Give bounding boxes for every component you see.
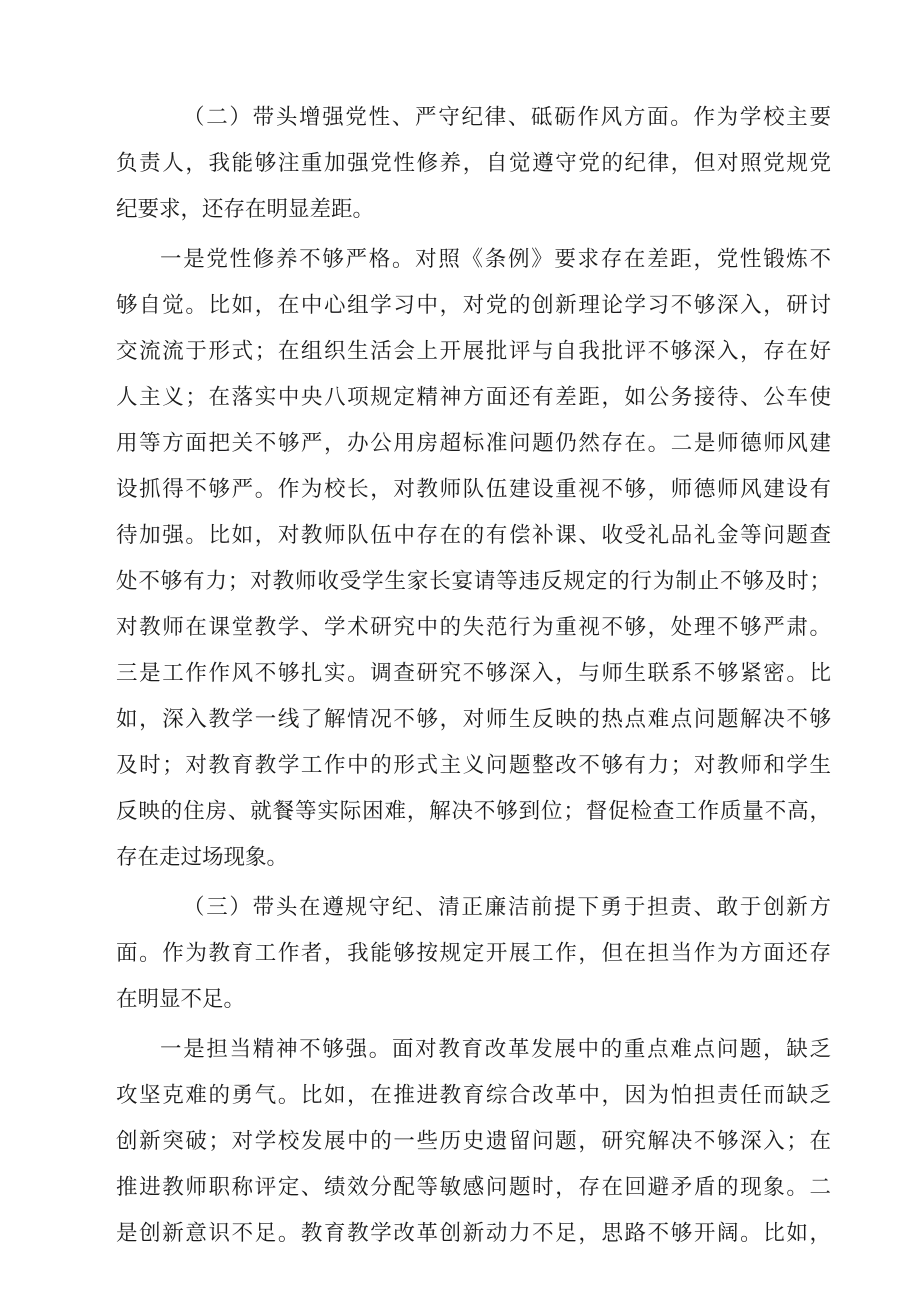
text-line: 够自觉。比如，在中心组学习中，对党的创新理论学习不够深入，研讨 — [116, 293, 831, 318]
text-line: 面。作为教育工作者，我能够按规定开展工作，但在担当作为方面还存 — [116, 941, 831, 966]
text-line: 及时；对教育教学工作中的形式主义问题整改不够有力；对教师和学生 — [116, 753, 831, 778]
text-line: 纪要求，还存在明显差距。 — [116, 197, 375, 222]
text-line: 三是工作作风不够扎实。调查研究不够深入，与师生联系不够紧密。比 — [116, 661, 831, 686]
text-line: 交流流于形式；在组织生活会上开展批评与自我批评不够深入，存在好 — [116, 339, 831, 364]
text-line: 在明显不足。 — [116, 987, 246, 1012]
text-line: 推进教师职称评定、绩效分配等敏感问题时，存在回避矛盾的现象。二 — [116, 1175, 831, 1200]
text-line: 攻坚克难的勇气。比如，在推进教育综合改革中，因为怕担责任而缺乏 — [116, 1083, 831, 1108]
text-line: 待加强。比如，对教师队伍中存在的有偿补课、收受礼品礼金等问题查 — [116, 523, 831, 548]
text-line: 创新突破；对学校发展中的一些历史遗留问题，研究解决不够深入；在 — [116, 1129, 831, 1154]
text-line: 是创新意识不足。教育教学改革创新动力不足，思路不够开阔。比如， — [116, 1221, 831, 1246]
text-line: 存在走过场现象。 — [116, 845, 289, 870]
text-line: 一是担当精神不够强。面对教育改革发展中的重点难点问题，缺乏 — [160, 1037, 831, 1062]
text-line: 如，深入教学一线了解情况不够，对师生反映的热点难点问题解决不够 — [116, 707, 831, 732]
text-line: 人主义；在落实中央八项规定精神方面还有差距，如公务接待、公车使 — [116, 385, 831, 410]
text-line: 处不够有力；对教师收受学生家长宴请等违反规定的行为制止不够及时； — [116, 569, 831, 594]
section-heading-2: （二）带头增强党性、严守纪律、砥砺作风方面。作为学校主要 — [183, 105, 831, 130]
text-line: 一是党性修养不够严格。对照《条例》要求存在差距，党性锻炼不 — [160, 247, 831, 272]
text-line: 设抓得不够严。作为校长，对教师队伍建设重视不够，师德师风建设有 — [116, 477, 831, 502]
text-line: 负责人，我能够注重加强党性修养，自觉遵守党的纪律，但对照党规党 — [116, 151, 831, 176]
section-heading-3: （三）带头在遵规守纪、清正廉洁前提下勇于担责、敢于创新方 — [183, 895, 831, 920]
text-line: 对教师在课堂教学、学术研究中的失范行为重视不够，处理不够严肃。 — [116, 615, 831, 640]
text-line: 反映的住房、就餐等实际困难，解决不够到位；督促检查工作质量不高， — [116, 799, 831, 824]
text-line: 用等方面把关不够严，办公用房超标准问题仍然存在。二是师德师风建 — [116, 431, 831, 456]
